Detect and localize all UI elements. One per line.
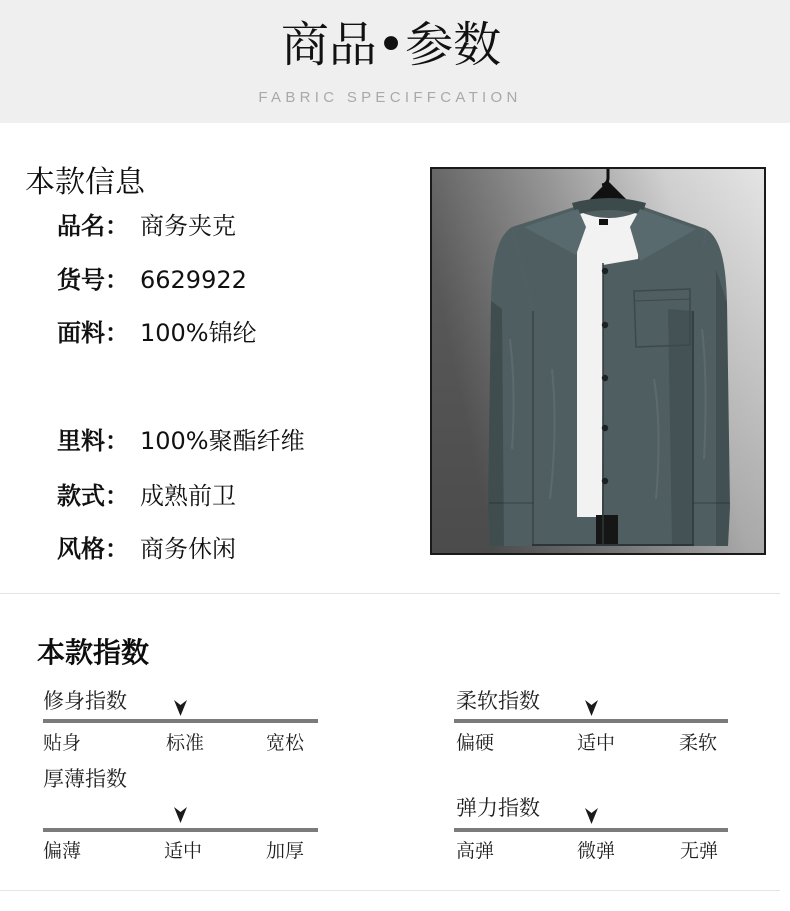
jacket-illustration (432, 169, 764, 553)
spec-row-design (57, 483, 397, 509)
jacket-button (602, 478, 608, 484)
index-option: 加厚 (266, 840, 305, 862)
tshirt-label (599, 219, 608, 225)
index-pointer-icon (585, 700, 598, 716)
index-title: 弹力指数 (456, 796, 540, 820)
spec-value: 商务休闲 (140, 535, 236, 563)
spec-value: 商务夹克 (140, 212, 236, 240)
index-thickness (43, 767, 318, 862)
section-divider (0, 890, 780, 891)
inner-lining (596, 515, 618, 546)
index-bar (43, 828, 318, 832)
index-title: 柔软指数 (456, 689, 540, 713)
index-option: 适中 (164, 840, 203, 862)
index-title: 修身指数 (43, 689, 127, 713)
product-photo (430, 167, 766, 555)
index-pointer-icon (585, 808, 598, 824)
index-fit (43, 689, 318, 754)
index-option: 高弹 (456, 840, 495, 862)
index-option: 无弹 (680, 840, 719, 862)
index-softness (454, 689, 728, 754)
index-option: 偏薄 (43, 840, 82, 862)
spec-value: 成熟前卫 (140, 482, 236, 510)
index-pointer-icon (174, 807, 187, 823)
index-bar (43, 719, 318, 723)
section-heading-indices: 本款指数 (37, 636, 150, 669)
spec-value: 100%聚酯纤维 (140, 427, 305, 455)
spec-value: 100%锦纶 (140, 319, 257, 347)
jacket-button (602, 375, 608, 381)
index-option: 微弹 (577, 840, 616, 862)
spec-row-lining (57, 428, 397, 454)
index-bar (454, 719, 728, 723)
index-pointer-icon (174, 700, 187, 716)
spec-row-shell-fabric (57, 320, 397, 346)
jacket-button (602, 268, 608, 274)
section-heading-product-info: 本款信息 (25, 165, 145, 200)
index-title: 厚薄指数 (43, 767, 127, 791)
index-option: 标准 (166, 732, 205, 754)
spec-label: 品名： (57, 212, 129, 240)
spec-label: 里料： (57, 427, 129, 455)
spec-label: 风格： (57, 535, 129, 563)
index-option: 宽松 (266, 732, 305, 754)
page-title: 商品•参数 (280, 17, 502, 73)
index-bar (454, 828, 728, 832)
spec-row-product-name (57, 213, 397, 239)
spec-row-item-number (57, 267, 397, 293)
spec-row-style (57, 536, 397, 562)
index-option: 贴身 (43, 732, 82, 754)
jacket-button (602, 425, 608, 431)
index-option: 适中 (577, 732, 616, 754)
spec-label: 货号： (57, 266, 129, 294)
index-elasticity (454, 796, 728, 862)
spec-label: 款式： (57, 482, 129, 510)
section-divider (0, 593, 780, 594)
index-option: 偏硬 (456, 732, 495, 754)
spec-value: 6629922 (140, 266, 247, 294)
jacket-button (602, 322, 608, 328)
spec-label: 面料： (57, 319, 129, 347)
page-subtitle: FABRIC SPECIFFCATION (258, 89, 522, 106)
index-option: 柔软 (679, 732, 718, 754)
